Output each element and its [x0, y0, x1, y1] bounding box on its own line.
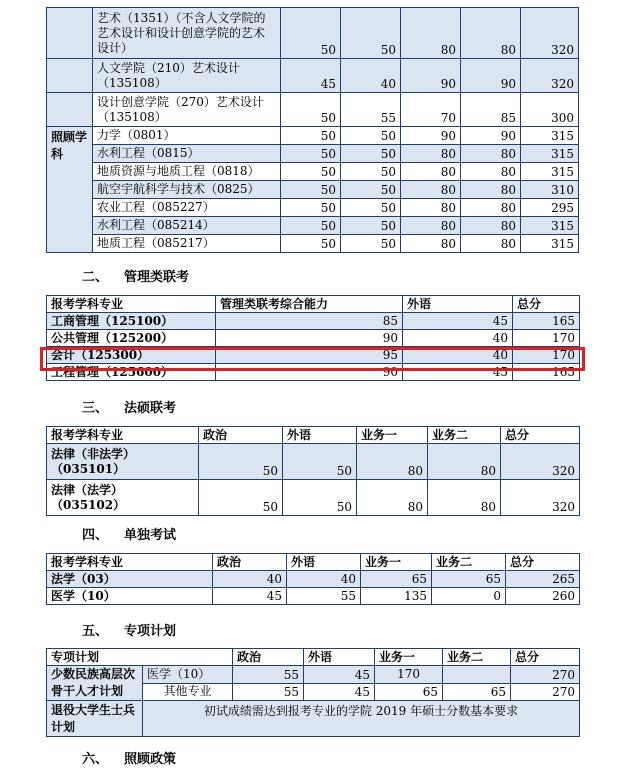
section-heading-separate-exam: 四、 单独考试: [82, 528, 177, 543]
score-cell: [443, 666, 511, 684]
total-cell: 320: [501, 444, 580, 480]
column-header: 总分: [513, 296, 580, 313]
score-cell: 90: [461, 59, 521, 93]
score-cell: 50: [199, 480, 283, 516]
column-header: 总分: [501, 427, 580, 444]
total-cell: 270: [511, 666, 580, 684]
column-header: 业务二: [443, 649, 511, 666]
table-row-label: 设计创意学院（270）艺术设计（135108）: [93, 93, 281, 127]
score-cell: 65: [375, 683, 443, 701]
score-cell: 80: [357, 480, 428, 516]
score-cell: 90: [216, 364, 403, 381]
column-header: 专项计划: [47, 649, 233, 666]
score-cell: 80: [401, 199, 461, 217]
score-cell: 70: [401, 93, 461, 127]
total-cell: 165: [513, 364, 580, 381]
table-row-label: 水利工程（085214）: [93, 217, 281, 235]
table-row-label: 公共管理（125200）: [47, 330, 216, 347]
total-cell: 300: [521, 93, 579, 127]
score-cell: 55: [287, 588, 361, 605]
score-cell: 50: [281, 8, 341, 59]
score-cell: 50: [281, 217, 341, 235]
score-cell: 80: [461, 8, 521, 59]
score-cell: 50: [341, 217, 401, 235]
highlight-box: [40, 347, 585, 371]
score-cell: 40: [341, 59, 401, 93]
column-header: 业务二: [428, 427, 501, 444]
score-cell: 55: [233, 683, 304, 701]
score-cell: 50: [199, 444, 283, 480]
table-row-label: 法律（非法学） （035101）: [47, 444, 199, 480]
score-cell: 80: [461, 199, 521, 217]
score-cell: 40: [403, 347, 513, 364]
table-row-label: 法律（法学） （035102）: [47, 480, 199, 516]
score-cell: 80: [401, 217, 461, 235]
table-row-label: 水利工程（0815）: [93, 145, 281, 163]
column-header: 业务二: [432, 554, 506, 571]
table-row-label: 工商管理（125100）: [47, 313, 216, 330]
total-cell: 315: [521, 217, 579, 235]
total-cell: 320: [521, 8, 579, 59]
table-row-label: 医学（10）: [47, 588, 213, 605]
score-cell: 80: [461, 181, 521, 199]
column-header: 总分: [506, 554, 580, 571]
score-cell: 80: [401, 235, 461, 253]
column-header: 外语: [287, 554, 361, 571]
score-cell: 45: [281, 59, 341, 93]
score-cell: 80: [461, 235, 521, 253]
score-cell: 80: [357, 444, 428, 480]
score-cell: 85: [461, 93, 521, 127]
score-cell: 95: [216, 347, 403, 364]
score-cell: 80: [401, 181, 461, 199]
score-cell: 50: [341, 181, 401, 199]
section-heading-law: 三、 法硕联考: [82, 401, 177, 416]
column-header: 总分: [511, 649, 580, 666]
column-header: 报考学科专业: [47, 554, 213, 571]
total-cell: 310: [521, 181, 579, 199]
score-cell: 45: [403, 313, 513, 330]
total-cell: 320: [501, 480, 580, 516]
score-cell: 80: [461, 217, 521, 235]
column-header: 业务一: [357, 427, 428, 444]
total-cell: 265: [506, 571, 580, 588]
score-cell: 50: [281, 93, 341, 127]
score-cell: 80: [461, 145, 521, 163]
section-heading-special-plan: 五、 专项计划: [82, 624, 177, 639]
score-cell: 55: [233, 666, 304, 684]
score-cell: 50: [341, 145, 401, 163]
special-plan-table: [46, 648, 580, 737]
table-row-label: 农业工程（085227）: [93, 199, 281, 217]
score-cell: 85: [216, 313, 403, 330]
veteran-plan-note: 初试成绩需达到报考专业的学院 2019 年硕士分数基本要求: [143, 701, 580, 737]
score-cell: 55: [341, 93, 401, 127]
score-cell: 40: [213, 571, 287, 588]
score-cell: 45: [304, 683, 375, 701]
score-cell: 80: [428, 480, 501, 516]
score-cell: 50: [281, 199, 341, 217]
score-cell: 0: [432, 588, 506, 605]
total-cell: 315: [521, 127, 579, 145]
total-cell: 320: [521, 59, 579, 93]
table-row-label: 会计（125300）: [47, 347, 216, 364]
table-row-label: 其他专业: [143, 683, 233, 701]
score-cell: 135: [361, 588, 432, 605]
score-cell: 50: [341, 127, 401, 145]
column-header: 政治: [213, 554, 287, 571]
score-cell: 80: [401, 8, 461, 59]
table-row-label: 工程管理（125600）: [47, 364, 216, 381]
score-cell: 90: [216, 330, 403, 347]
column-header: 政治: [199, 427, 283, 444]
score-cell: 90: [401, 59, 461, 93]
score-cell: 40: [403, 330, 513, 347]
veteran-plan-label: 退役大学生士兵 计划: [47, 701, 143, 737]
table-row-label: 地质资源与地质工程（0818）: [93, 163, 281, 181]
column-header: 报考学科专业: [47, 296, 216, 313]
score-cell: 40: [287, 571, 361, 588]
total-cell: 270: [511, 683, 580, 701]
score-cell: 90: [461, 127, 521, 145]
score-cell: 50: [341, 199, 401, 217]
score-cell: 45: [403, 364, 513, 381]
column-header: 管理类联考综合能力: [216, 296, 403, 313]
score-cell: 65: [432, 571, 506, 588]
score-cell: 50: [281, 235, 341, 253]
table-row-label: 医学（10）: [143, 666, 233, 684]
table-row-label: 人文学院（210）艺术设计（135108）: [93, 59, 281, 93]
score-cell: 50: [341, 235, 401, 253]
score-cell: 50: [281, 163, 341, 181]
score-cell: 45: [304, 666, 375, 684]
total-cell: 315: [521, 235, 579, 253]
score-cell: 50: [283, 480, 357, 516]
total-cell: 170: [513, 347, 580, 364]
score-cell: 50: [283, 444, 357, 480]
minority-plan-label: 少数民族高层次 骨干人才计划: [47, 666, 143, 701]
law-exam-table: [46, 426, 580, 516]
table-row-label: 法学（03）: [47, 571, 213, 588]
score-cell: 50: [341, 8, 401, 59]
column-header: 业务一: [375, 649, 443, 666]
table-row-label: 力学（0801）: [93, 127, 281, 145]
care-subjects-group-label: 照顾学科: [47, 127, 93, 253]
score-cell: 80: [401, 163, 461, 181]
section-heading-management: 二、 管理类联考: [82, 270, 190, 285]
score-cell: 90: [401, 127, 461, 145]
total-cell: 295: [521, 199, 579, 217]
column-header: 外语: [403, 296, 513, 313]
score-cell: 50: [281, 181, 341, 199]
total-cell: 260: [506, 588, 580, 605]
score-cell: 170: [375, 666, 443, 684]
total-cell: 165: [513, 313, 580, 330]
score-cell: 50: [281, 127, 341, 145]
table-row-label: 航空宇航科学与技术（0825）: [93, 181, 281, 199]
score-cell: 65: [361, 571, 432, 588]
column-header: 业务一: [361, 554, 432, 571]
table-row-label: 地质工程（085217）: [93, 235, 281, 253]
score-cell: 45: [213, 588, 287, 605]
score-cell: 50: [281, 145, 341, 163]
column-header: 政治: [233, 649, 304, 666]
separate-exam-table: [46, 553, 580, 605]
total-cell: 315: [521, 145, 579, 163]
column-header: 外语: [283, 427, 357, 444]
score-cell: 80: [401, 145, 461, 163]
table-row-label: 艺术（1351）（不含人文学院的艺术设计和设计创意学院的艺术设计）: [93, 8, 281, 59]
column-header: 外语: [304, 649, 375, 666]
section-heading-care-policy: 六、 照顾政策: [82, 752, 177, 767]
score-cell: 65: [443, 683, 511, 701]
art-and-care-subjects-table: [46, 7, 579, 253]
total-cell: 170: [513, 330, 580, 347]
total-cell: 315: [521, 163, 579, 181]
score-cell: 50: [341, 163, 401, 181]
score-cell: 80: [428, 444, 501, 480]
score-cell: 80: [461, 163, 521, 181]
column-header: 报考学科专业: [47, 427, 199, 444]
